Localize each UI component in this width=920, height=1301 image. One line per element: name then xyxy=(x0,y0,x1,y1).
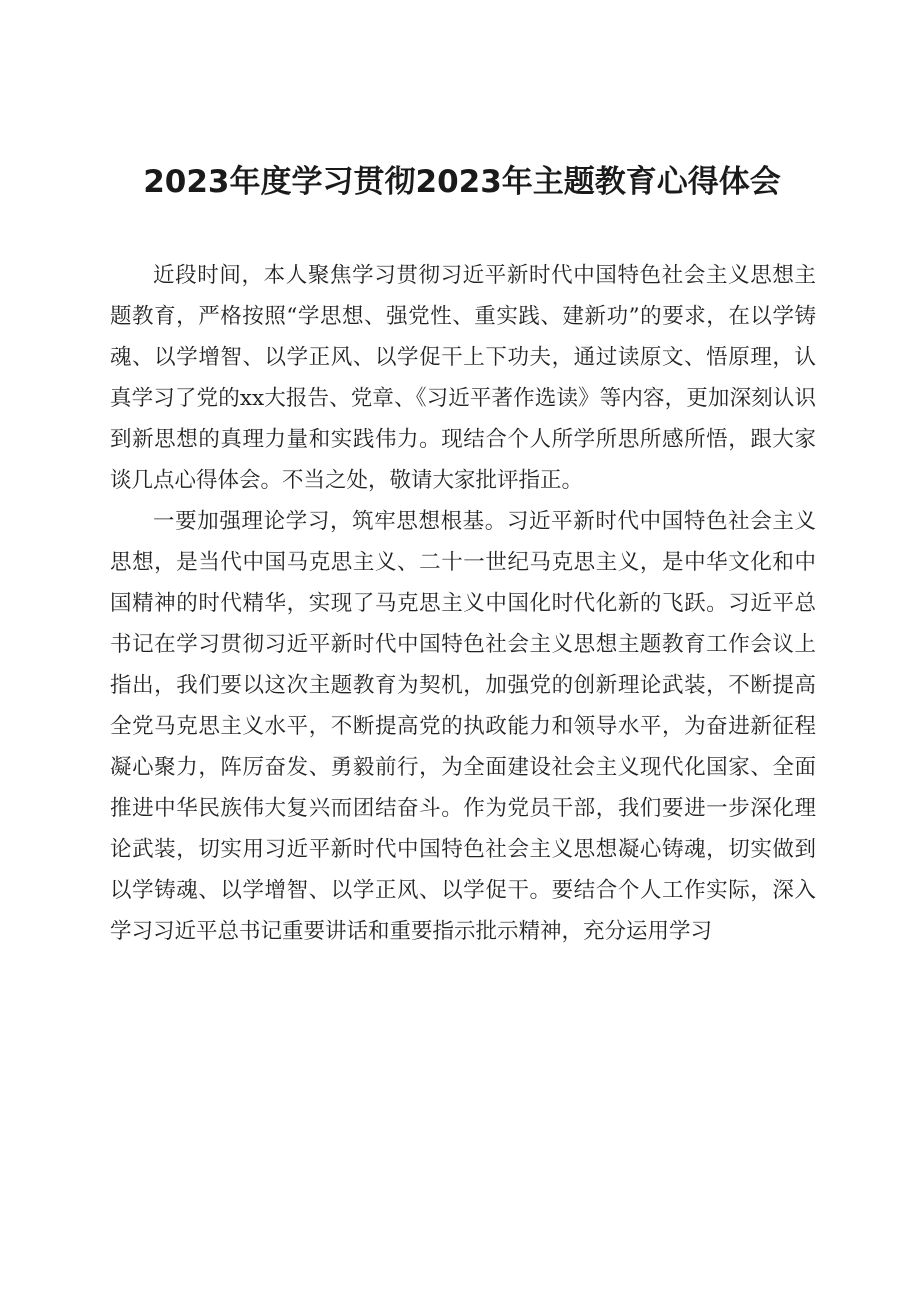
document-body xyxy=(110,255,816,952)
paragraph-theory-study: 一要加强理论学习，筑牢思想根基。习近平新时代中国特色社会主义思想，是当代中国马克思主义、二十一世纪马克思主义，是中华文化和中国精神的时代精华，实现了马克思主义中国化时代化新的飞跃。习近平总书记在学习贯彻习近平新时代中国特色社会主义思想主题教育工作会议上指出，我们要以这次主题教育为契机，加强党的创新理论武装，不断提高全党马克思主义水平，不断提高党的执政能力和领导水平，为奋进新征程凝心聚力，阵厉奋发、勇毅前行，为全面建设社会主义现代化国家、全面推进中华民族伟大复兴而团结奋斗。作为党员干部，我们要进一步深化理论武装，切实用习近平新时代中国特色社会主义思想凝心铸魂，切实做到以学铸魂、以学增智、以学正风、以学促干。要结合个人工作实际，深入学习习近平总书记重要讲话和重要指示批示精神，充分运用学习 xyxy=(110,509,816,944)
paragraph-intro: 近段时间，本人聚焦学习贯彻习近平新时代中国特色社会主义思想主题教育，严格按照“学思想、强党性、重实践、建新功”的要求，在以学铸魂、以学增智、以学正风、以学促干上下功夫，通过读原文、悟原理，认真学习了党的xx大报告、党章、《习近平著作选读》等内容，更加深刻认识到新思想的真理力量和实践伟力。现结合个人所学所思所感所悟，跟大家谈几点心得体会。不当之处，敬请大家批评指正。 xyxy=(110,263,816,493)
document-title: 2023年度学习贯彻2023年主题教育心得体会 xyxy=(143,164,781,200)
